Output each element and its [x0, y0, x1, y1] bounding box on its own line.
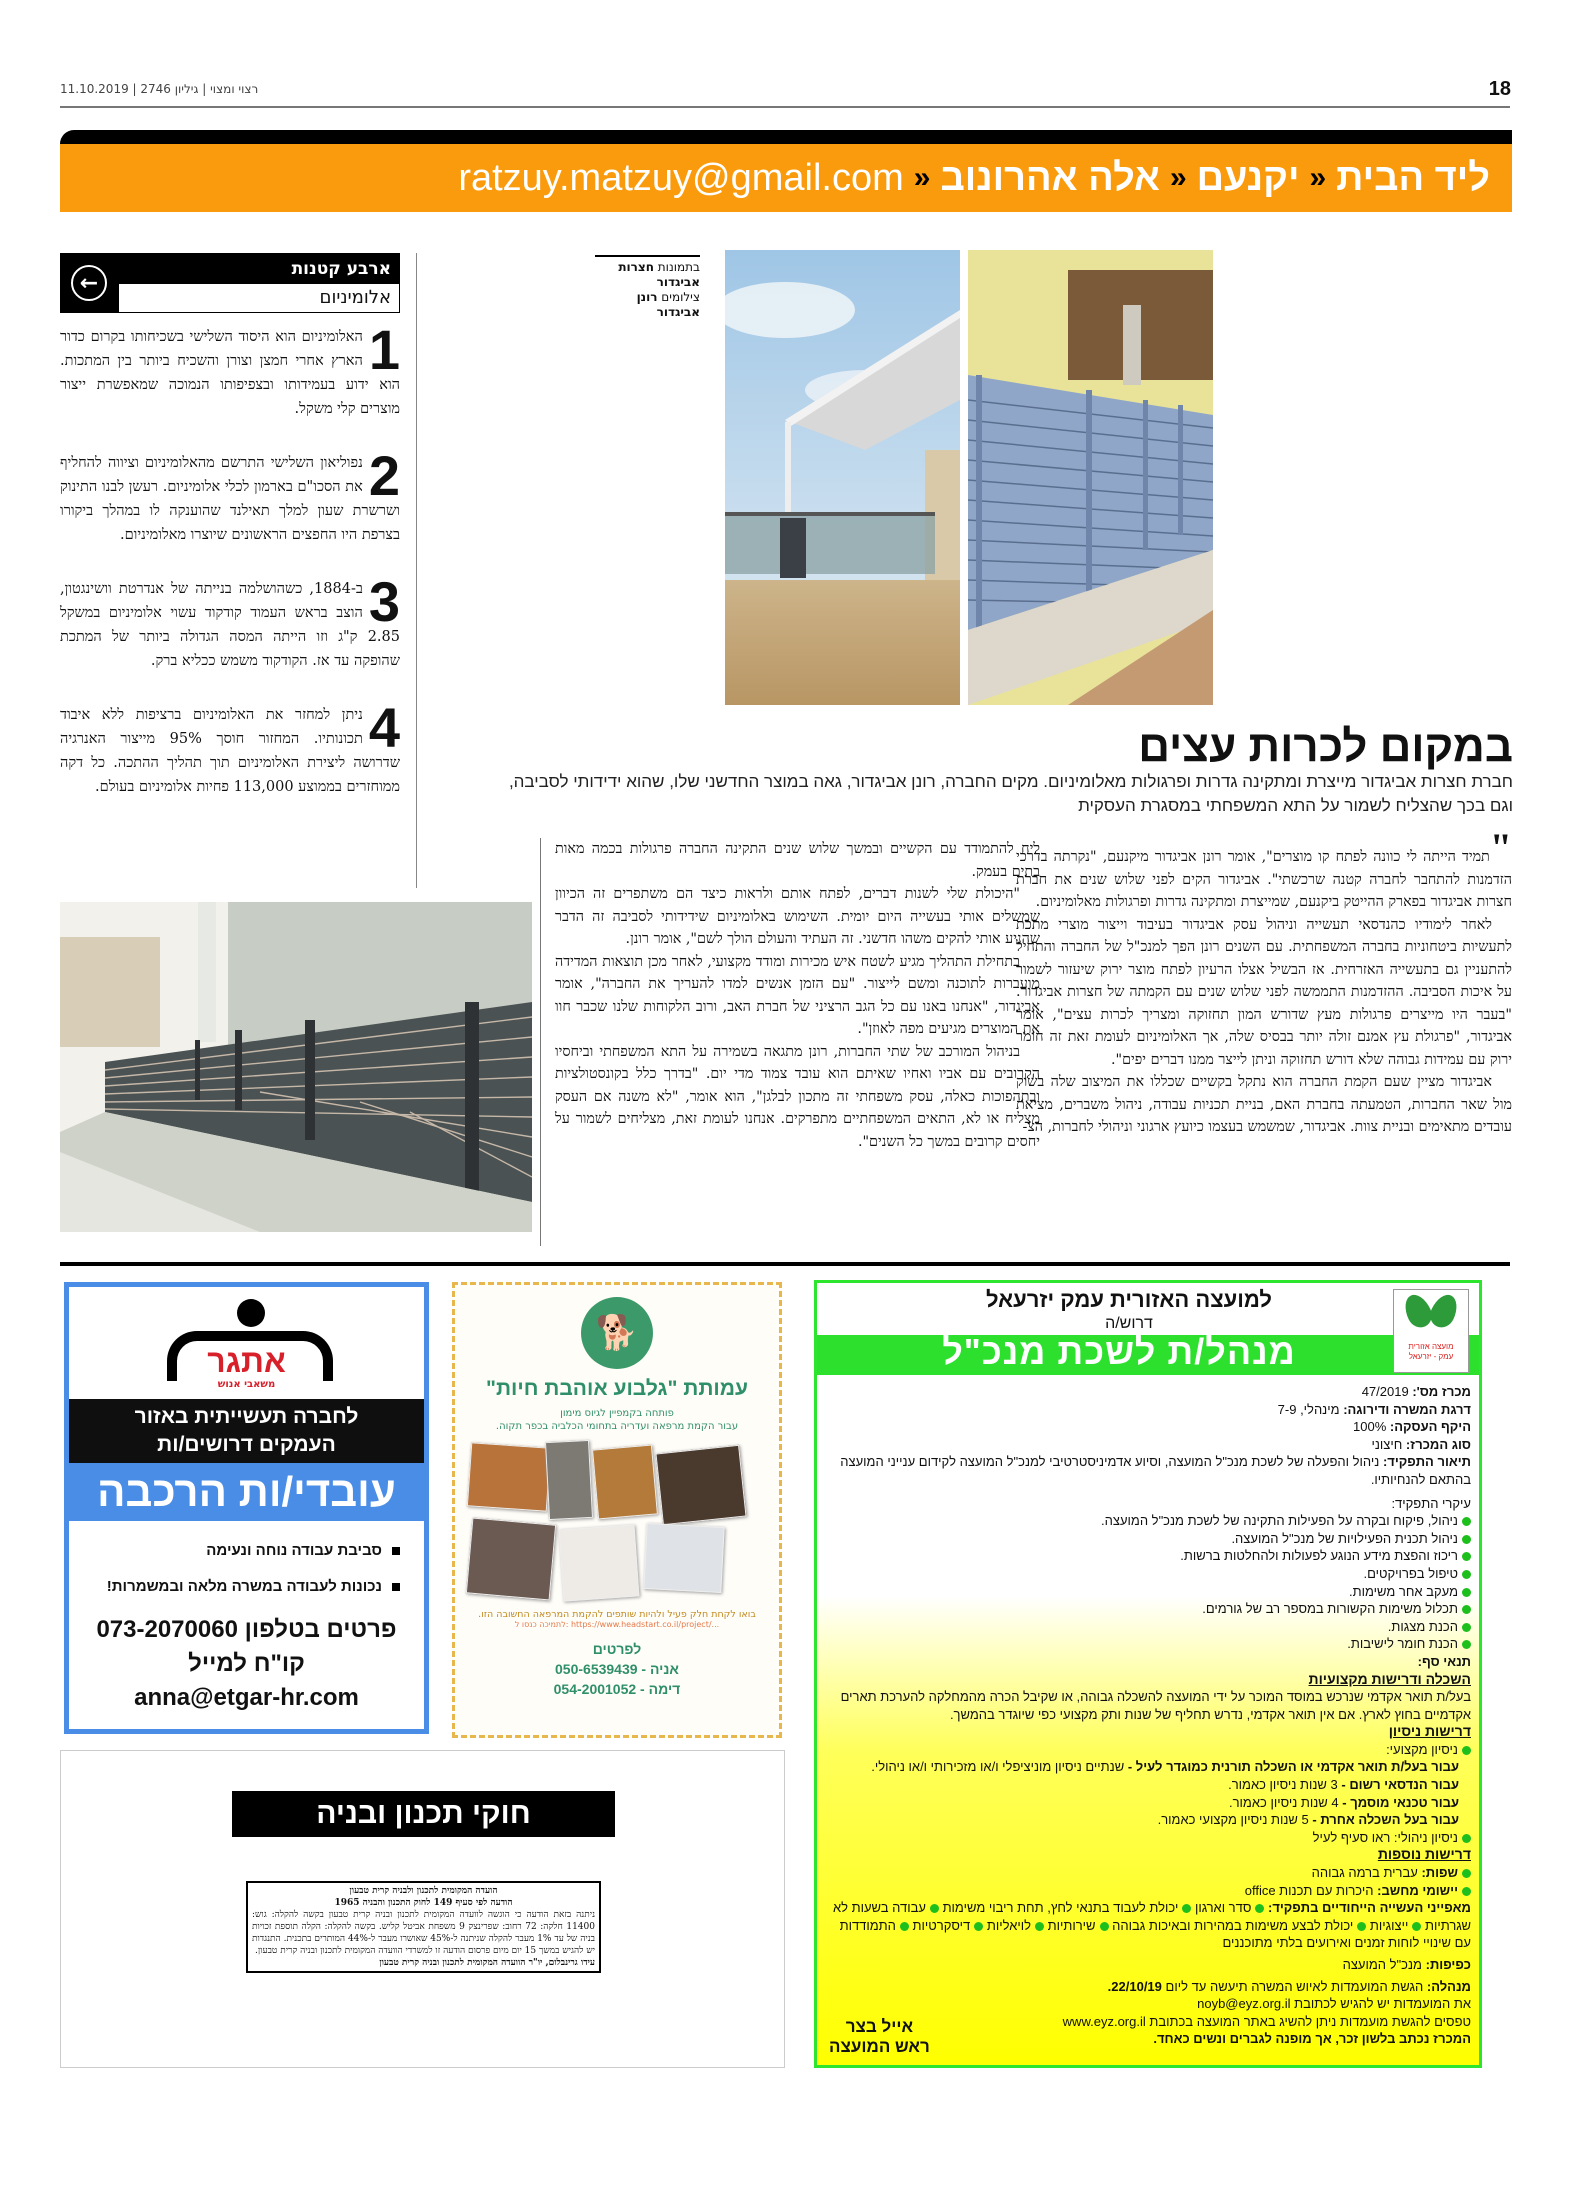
list-item: הכנת מצגות.: [825, 1618, 1471, 1636]
article-column-right: [1016, 825, 1512, 1139]
banner-location: יקנעם: [1196, 156, 1300, 199]
list-item: עבור הנדסאי רשום - 3 שנות ניסיון כאמור.: [1228, 1777, 1459, 1793]
article-paragraph: בניהול המורכב של שתי החברות, רונן מתגאה בשמירה על התא המשפחתי וביחסיו הקרובים עם אביו ואחיו שאיתם הוא עובד צמוד מדי יום. "בדרך כלל בקונסטולציות ובתהפוכות כאלה, עסק משפחתי זה מתכון לבלגן", הוא אומר, "לא משנה אם העסק מצליח או לא, התאים המשפחתיים מתפרקים. אנחנו לעומת זאת, מצליחים לשמור על יחסים קרובים במשך כל השנים".: [555, 1043, 1040, 1150]
bullet-icon: [1182, 1904, 1191, 1913]
bullet-icon: [1462, 1605, 1471, 1614]
ads-section-divider: [60, 1262, 1510, 1266]
list-item: ריכוז והפצת מידע הנוגע לפעולות ולהחלטות ברשות.: [825, 1547, 1471, 1565]
header-divider: [60, 106, 1510, 108]
fact-text: ב-1884, כשהושלמה בנייתה של אנדרטת וושינגטון, הוצב בראש העמוד קודקוד עשוי אלומיניום במשקל 2.85 ק"ג וזו הייתה המסה הגדולה ביותר של המתכת שהופקה עד אז. הקודקוד משמש ככליא ברק.: [60, 581, 400, 669]
ad-planning-law: [60, 1750, 785, 2068]
credit-value: רונן אביגדור: [636, 290, 700, 319]
pet-photo: [643, 1523, 724, 1593]
article-column-left: [555, 838, 1040, 1153]
etgar-contact: [69, 1613, 424, 1715]
fence-photo-image: [968, 250, 1213, 705]
pet-photo: [467, 1442, 551, 1511]
credit-label: צילומים: [661, 290, 700, 304]
list-item: נכונות לעבודה במשרה מלאה ובמשמרות!: [69, 1569, 400, 1605]
pets-donation-link[interactable]: לתמיכה כנסו ל: https://www.headstart.co.il/project/...: [514, 1620, 720, 1629]
leaf-logo-icon: [1406, 1294, 1456, 1332]
list-item: עבור בעל/ת תואר אקדמי או השכלה תורנית כמוגדר לעיל - שנתיים ניסיון מוניציפלי ו/או מזכירותי ו/או ניהולי.: [871, 1759, 1459, 1775]
article-paragraph: ליח להתמודד עם הקשיים ובמשך שלוש שנים התקינה החברה פרגולות בכמה מאות בתים בעמק.: [555, 841, 1040, 880]
fact-item: [60, 318, 400, 421]
bullet-icon: [1035, 1922, 1044, 1931]
facts-title: ארבע קטנות: [119, 254, 399, 284]
ad-gilboa-pets[interactable]: [452, 1282, 782, 1738]
article-paragraph: בתחילת התהליך מגיע לשטח איש מכירות ומודד מקצועי, לאחר מכן תוצאות המדידה מועברות לתוכנה ומשם לייצור. "עם הזמן אנשים למדו להעריך את החברה", אומר אביגדור, "אנחנו באנו עם כל הגב הרציני של חברת האב, ורוב הלקוחות שלנו שכבר חוו את המוצרים מגיעים מפה לאוזן".: [555, 953, 1040, 1037]
bullet-icon: [900, 1922, 909, 1931]
pergola-photo-image: [725, 250, 960, 705]
pets-call-to-action: בואו לקחת חלק פעיל ולהיות שותפים להקמת המרפאה החשובה הזו.: [478, 1609, 756, 1620]
sidebar-divider: [416, 253, 417, 888]
banner-author: אלה אהרונוב: [940, 156, 1160, 199]
fact-number: 2: [368, 444, 400, 507]
page-number: 18: [1488, 78, 1511, 100]
bullet-icon: [930, 1904, 939, 1913]
bullet-icon: [1462, 1535, 1471, 1544]
list-item: יישומי מחשב: היכרות עם תכנות office: [825, 1882, 1471, 1900]
pet-photo: [466, 1517, 556, 1600]
facts-subtitle: אלומיניום: [319, 287, 391, 308]
list-item: שפות: עברית ברמה גבוהה: [825, 1864, 1471, 1882]
credit-value: אביגדור: [656, 275, 700, 289]
etgar-tagline: משאבי אנוש: [217, 1379, 276, 1390]
credit-label: בתמונות: [657, 260, 700, 274]
pets-title: עמותת "גלבוע אוהבת חיות": [486, 1377, 748, 1400]
list-item: ניסיון מקצועי:: [825, 1741, 1471, 1759]
bullet-icon: [974, 1922, 983, 1931]
list-item: הכנת חומר לישיבות.: [825, 1635, 1471, 1653]
square-bullet-icon: [392, 1583, 400, 1591]
bullet-icon: [1462, 1517, 1471, 1526]
section-banner: [60, 144, 1512, 212]
council-required: דרוש/ה: [1105, 1315, 1153, 1332]
pets-phone: אניה - 050-6539439: [555, 1661, 679, 1677]
article-paragraph: "היכולת שלי לשנות דברים, לפתח אותם ולראות כיצד הם משתפרים זה הכיוון שמשלים אותי בעשייה היום יומית. השימוש באלומיניום שידידותי לסביבה זה הדבר שהניע אותי להקים משהו חדשני. זה העתיד והעולם הולך לשם", אומר רונן.: [555, 886, 1040, 947]
photo-dark-fence: [60, 902, 532, 1232]
article-paragraph: "תמיד הייתה לי כוונה לפתח קו מוצרים", אומר רונן אביגדור מיקנעם, "נקרתה בדרכי הזדמנות להתחבר לחברה קטנה שרכשתי". אביגדור הקים לפני שלוש שנים את חברת חצרות אביגדור בפארק ההייטק ביקנעם, שמייצרת ומתקינה גדרות ופרגולות מאלומיניום.: [1016, 825, 1512, 910]
credit-value: חצרות: [618, 260, 654, 274]
pets-photo-collage: [469, 1441, 765, 1601]
fact-number: 1: [368, 318, 400, 381]
pet-photo: [559, 1524, 640, 1601]
council-web-line[interactable]: טפסים להגשת מועמדות ניתן להשיג באתר המועצה בכתובת www.eyz.org.il: [1062, 2013, 1471, 2029]
etgar-logo: [69, 1287, 424, 1399]
etgar-email-link[interactable]: anna@etgar-hr.com: [134, 1684, 359, 1711]
bullet-icon: [1462, 1869, 1471, 1878]
council-org-name: למועצה האזורית עמק יזרעאל: [986, 1287, 1272, 1312]
fact-text: ניתן למחזר את האלומיניום ברציפות ללא איבוד תכונותיו. המחזור חוסך 95% מייצור האנרגיה שדרושה ליצירת האלומיניום תוך תהליך ההתכה. כל דקה ממוחזרים בממוצע 113,000 פחיות אלומיניום בעולם.: [60, 707, 400, 795]
fact-number: 3: [368, 570, 400, 633]
article-deck: חברת חצרות אביגדור מייצרת ומתקינה גדרות ופרגולות מאלומיניום. מקים החברה, רונן אביגדור, גאה במוצר החדשני שלו, שהוא ידידותי לסביבה, וגם בכך שהצליח לשמור על התא המשפחתי במסגרת העסקית: [508, 772, 1513, 815]
council-signature: אייל בצר ראש המועצה: [829, 2017, 930, 2056]
list-item: עבור טכנאי מוסמך - 4 שנות ניסיון כאמור.: [1228, 1794, 1459, 1810]
pet-photo: [655, 1445, 746, 1525]
four-facts-sidebar: [60, 253, 400, 799]
etgar-cv-line: קו"ח למייל: [188, 1650, 305, 1677]
bullet-icon: [1462, 1640, 1471, 1649]
fact-text: האלומיניום הוא היסוד השלישי בשכיחותו בקרום כדור הארץ אחרי חמצן וצורן והשכיח ביותר בין המתכות. הוא ידוע בעמידותו ובצפיפותו הנמוכה שמאפשרת ייצור מוצרים קלי משקל.: [60, 329, 400, 417]
list-item: טיפול בפרויקטים.: [825, 1565, 1471, 1583]
pets-subtitle: פותחה בקמפיין לגיוס מימון עבור הקמת מרפאה ועדריה בתחומי הכלביה בכפר תקוה.: [495, 1408, 739, 1432]
pet-photo: [545, 1440, 593, 1520]
etgar-position: עובדי/ות הרכבה: [69, 1463, 424, 1521]
list-item: תכלול משימות הקשורות במספר רב של גורמים.: [825, 1600, 1471, 1618]
list-item: ניהול, פיקוח ובקרה על הפעילות התקינה של לשכת מנכ"ל המועצה.: [825, 1512, 1471, 1530]
council-gender-note: המכרז נכתב בלשון זכר, אך מופנה לגברים ונשים כאחד.: [1153, 2031, 1471, 2047]
list-item: מעקב אחר משימות.: [825, 1583, 1471, 1601]
column-divider: [540, 838, 541, 1246]
photo-pergola-terrace: [725, 250, 960, 705]
bullet-icon: [1462, 1623, 1471, 1632]
pets-contacts: לפרטים אניה - 050-6539439 דימה - 054-2001052: [455, 1639, 779, 1699]
folio-line: רצוי ומצוי | גיליון 2746 | 11.10.2019: [60, 82, 259, 96]
fact-item: [60, 570, 400, 673]
bullet-icon: [1462, 1552, 1471, 1561]
chevron-separator-icon: «: [1309, 161, 1327, 194]
council-traits: מאפייני העשייה הייחודיים בתפקיד: סדר וארגון יכולת לעבוד בתנאי לחץ, תחת ריבוי משימות עבודה בשעות לא שגרתיות ייצוגיות יכולת לבצע משימות במהירות ובאיכות גבוהה שירותיות לויאליות דיסקרטיות התמודדות עם שינויי לוחות זמנים ואירועים בלתי מתוכננים: [832, 1900, 1471, 1951]
facts-icon-box: [60, 253, 118, 313]
list-item: עבור בעל השכלה אחרת - 5 שנות ניסיון מקצועי כאמור.: [1157, 1812, 1459, 1828]
bullet-icon: [1100, 1922, 1109, 1931]
article-headline: במקום לכרות עצים: [1138, 722, 1513, 771]
quote-mark-icon: ": [1489, 825, 1512, 870]
etgar-intro: לחברה תעשייתית באזור העמקים דרושים/ות: [69, 1399, 424, 1463]
arrow-left-icon: ←: [71, 265, 107, 301]
ad-etgar-recruitment[interactable]: [64, 1282, 429, 1734]
bullet-icon: [1462, 1570, 1471, 1579]
council-position: מנהל/ת לשכת מנכ"ל: [942, 1331, 1296, 1372]
ad-council-tender[interactable]: [814, 1280, 1482, 2068]
pets-phone: דימה - 054-2001052: [553, 1681, 681, 1697]
bullet-icon: [1462, 1834, 1471, 1843]
etgar-phone: פרטים בטלפון 073-2070060: [96, 1616, 397, 1643]
council-email-line[interactable]: את המועמדות יש להגיש לכתובת noyb@eyz.org.il: [1197, 1996, 1471, 2012]
fact-item: [60, 444, 400, 547]
photo-credit: [595, 255, 700, 320]
banner-section: ליד הבית: [1336, 156, 1490, 199]
list-item: ניסיון ניהולי: ראו סעיף לעיל: [825, 1829, 1471, 1847]
fact-text: נפוליאון השלישי התרשם מהאלומיניום וציווה להחליף את הסכו"ם בארמון לכלי אלומיניום. רעשן לבנו התינוק ושרשרת שעון למלך תאילנד שהוענקה לו במהלך ביקורו בצרפת היו החפצים הראשונים שיוצרו מאלומיניום.: [60, 455, 400, 543]
facts-header: [60, 253, 400, 313]
bullet-icon: [1462, 1588, 1471, 1597]
list-item: ניהול תכנית הפעילויות של מנכ"ל המועצה.: [825, 1530, 1471, 1548]
pet-photo: [592, 1445, 658, 1520]
etgar-bullet-list: [69, 1521, 424, 1605]
list-item: סביבת עבודה נוחה ונעימה: [69, 1533, 400, 1569]
council-logo: מועצה אזורית עמק - יזרעאל: [1393, 1289, 1469, 1373]
fact-item: [60, 696, 400, 799]
square-bullet-icon: [392, 1547, 400, 1555]
law-notice: הועדה המקומית לתכנון ולבניה קרית טבעון הודעה לפי סעיף 149 לחוק התכנון והבניה 1965 ניתנה בזאת הודעה כי הוגשה לוועדה המקומית לתכנון ובניה קרית טבעון בקשה להקלה: גוש: 11400 חלקה: 72 רחוב: שפרינצק 9 משפחת אביטל קליש. בקשה להקלה: הקלה תוספת זכויות בניה של עד 1% מעבר להקלה שניתנה ל-45% שאושרו מעבר ל-44% המותרים בתכנית. התנגדות יש להגיש במשך 15 יום מיום פרסום הודעה זו למשרדי הוועדה המקומית לתכנון ובניה קרית טבעון. עידו גרינבלום, יו"ר הוועדה המקומית לתכנון ובניה קרית טבעון: [246, 1881, 601, 1973]
chevron-separator-icon: «: [1169, 161, 1187, 194]
chevron-separator-icon: «: [913, 161, 931, 194]
bullet-icon: [1357, 1922, 1366, 1931]
law-heading: חוקי תכנון ובניה: [232, 1791, 615, 1837]
etgar-brand: אתגר: [207, 1343, 286, 1379]
council-body: מכרז מס': 47/2019 דרגת המשרה ודירוגה: מינהלי, 7-9 היקף העסקה: 100% סוג המכרז: חיצוני תיאור התפקיד: ניהול והפעלה של לשכת מנכ"ל המועצה, וסיוע אדמיניסטרטיבי למנכ"ל המועצה לקידום ענייני המועצה בהתאם להנחיותיו. עיקרי התפקיד: ניהול, פיקוח ובקרה על הפעילות התקינה של לשכת מנכ"ל המועצה. ניהול תכנית הפעילויות של מנכ"ל המועצה. ריכוז והפצת מידע הנוגע לפעולות ולהחלטות ברשות. טיפול בפרויקטים. מעקב אחר משימות. תכלול משימות הקשורות במספר רב של גורמים. הכנת מצגות. הכנת חומר לישיבות. תנאי סף: השכלה ודרישות מקצועיות בעל/ת תואר אקדמי שנרכש במוסד המוכר על ידי המועצה להשכלה גבוהה, או שקיבל הכרה מהמחלקה להערכת תארים אקדמיים בחוץ לארץ. אם אין תואר אקדמי, נדרש תחליף של שנות ותק מקצועי כפי שיוגדר בהמשך. דרישות ניסיון ניסיון מקצועי: עבור בעל/ת תואר אקדמי או השכלה תורנית כמוגדר לעיל - שנתיים ניסיון מוניציפלי ו/או מזכירותי ו/או ניהולי. עבור הנדסאי רשום - 3 שנות ניסיון כאמור. עבור טכנאי מוסמך - 4 שנות ניסיון כאמור. עבור בעל השכלה אחרת - 5 שנות ניסיון מקצועי כאמור. ניסיון ניהולי: ראו סעיף לעיל דרישות נוספות שפות: עברית ברמה גבוהה יישומי מחשב: היכרות עם תכנות office מאפייני העשייה הייחודיים בתפקיד: סדר וארגון יכולת לעבוד בתנאי לחץ, תחת ריבוי משימות עבודה בשעות לא שגרתיות ייצוגיות יכולת לבצע משימות במהירות ובאיכות גבוהה שירותיות לויאליות דיסקרטיות התמודדות עם שינויי לוחות זמנים ואירועים בלתי מתוכננים כפיפות: מנכ"ל המועצה מנהלה: הגשת המועמדות לאיוש המשרה תיעשה עד ליום 22/10/19. את המועמדות יש להגיש לכתובת noyb@eyz.org.il טפסים להגשת מועמדות ניתן להשיג באתר המועצה בכתובת www.eyz.org.il המכרז נכתב בלשון זכר, אך מופנה לגברים ונשים כאחד.: [825, 1383, 1471, 2048]
bullet-icon: [1462, 1887, 1471, 1896]
photo-blue-fence: [968, 250, 1213, 705]
fact-number: 4: [368, 696, 400, 759]
bullet-icon: [1255, 1904, 1264, 1913]
banner-email-link[interactable]: ratzuy.matzuy@gmail.com: [458, 156, 904, 199]
article-paragraph: אביגדור מציין שעם הקמת החברה הוא נתקל בקשיים שכללו את המיצוב שלה בשוק מול שאר החברות, הטמעתה בחברת האם, בניית תכניות עבודה, ניהול משברים, מציאת עובדים מתאימים ובניית צוות. אביגדור, שמשמש בעצמו כיועץ ארגוני וניהולי לחברות, הצ-: [1016, 1074, 1512, 1135]
bullet-icon: [1462, 1746, 1471, 1755]
facts-title-box: [118, 253, 400, 313]
dark-fence-photo-image: [60, 902, 532, 1232]
dog-logo-icon: 🐕: [581, 1297, 653, 1369]
bullet-icon: [1412, 1922, 1421, 1931]
article-paragraph: לאחר לימודיו כהנדסאי תעשייה וניהול עסק אביגדור בעיבוד וייצור מוצרי מתכת לתעשיות ביטחוניות בחברה המשפחתית. עם השנים רונן הפך למנכ"ל של החברה והתחיל להתעניין גם בתעשייה האזרחית. אז הבשיל אצלו הרעיון לפתח מוצר ירוק שיעזור לשמור על איכות הסביבה. ההזדמנות התממשה לפני שלוש שנים עם הקמתה של חצרות אביגדור. "בעבר היו מייצרים פרגולות מעץ שדורש המון תחזוקה ומצריך לכרות עצים", אומר אביגדור, "פרגולת עץ אמנם זולה יותר בבסיס שלה, אך האלומיניום לעומת זאת זה חומר ירוק עם עמידות גבוהה שלא דורש תחזוקה וניתן לייצר ממנו דברים יפים".: [1016, 916, 1512, 1068]
banner-top-bar: [60, 130, 1512, 144]
